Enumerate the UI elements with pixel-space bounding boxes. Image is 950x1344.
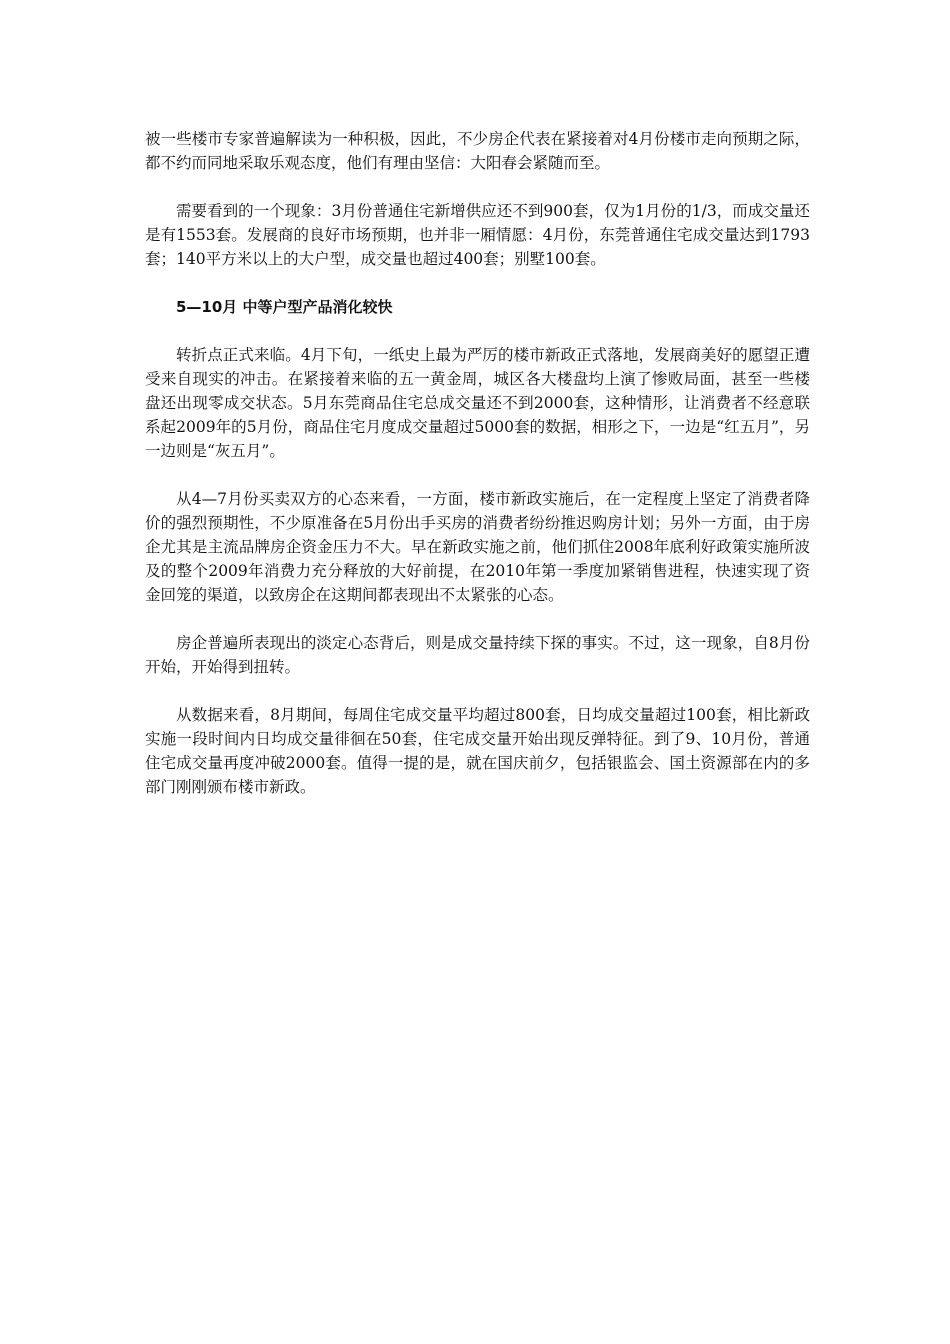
paragraph-1: 被一些楼市专家普遍解读为一种积极，因此，不少房企代表在紧接着对4月份楼市走向预期之际，都不约而同地采取乐观态度，他们有理由坚信：大阳春会紧随而至。 (145, 130, 810, 172)
document-body (145, 127, 810, 823)
paragraph-6: 从数据来看，8月期间，每周住宅成交量平均超过800套，日均成交量超过100套，相比新政实施一段时间内日均成交量徘徊在50套，住宅成交量开始出现反弹特征。到了9、10月份，普通住宅成交量再度冲破2000套。值得一提的是，就在国庆前夕，包括银监会、国土资源部在内的多部门刚刚颁布楼市新政。 (145, 706, 810, 796)
paragraph-5: 房企普遍所表现出的淡定心态背后，则是成交量持续下探的事实。不过，这一现象，自8月份开始，开始得到扭转。 (145, 634, 810, 676)
section-heading: 5—10月 中等户型产品消化较快 (176, 298, 393, 316)
paragraph-4: 从4—7月份买卖双方的心态来看，一方面，楼市新政实施后，在一定程度上坚定了消费者降价的强烈预期性，不少原准备在5月份出手买房的消费者纷纷推迟购房计划；另外一方面，由于房企尤其是主流品牌房企资金压力不大。早在新政实施之前，他们抓住2008年底利好政策实施所波及的整个2009年消费力充分释放的大好前提，在2010年第一季度加紧销售进程，快速实现了资金回笼的渠道，以致房企在这期间都表现出不太紧张的心态。 (145, 490, 810, 604)
paragraph-3: 转折点正式来临。4月下旬，一纸史上最为严厉的楼市新政正式落地，发展商美好的愿望正遭受来自现实的冲击。在紧接着来临的五一黄金周，城区各大楼盘均上演了惨败局面，甚至一些楼盘还出现零成交状态。5月东莞商品住宅总成交量还不到2000套，这种情形，让消费者不经意联系起2009年的5月份，商品住宅月度成交量超过5000套的数据，相形之下，一边是“红五月”，另一边则是“灰五月”。 (145, 346, 810, 460)
paragraph-2: 需要看到的一个现象：3月份普通住宅新增供应还不到900套，仅为1月份的1/3，而成交量还是有1553套。发展商的良好市场预期，也并非一厢情愿：4月份，东莞普通住宅成交量达到1793套；140平方米以上的大户型，成交量也超过400套；别墅100套。 (145, 202, 810, 268)
